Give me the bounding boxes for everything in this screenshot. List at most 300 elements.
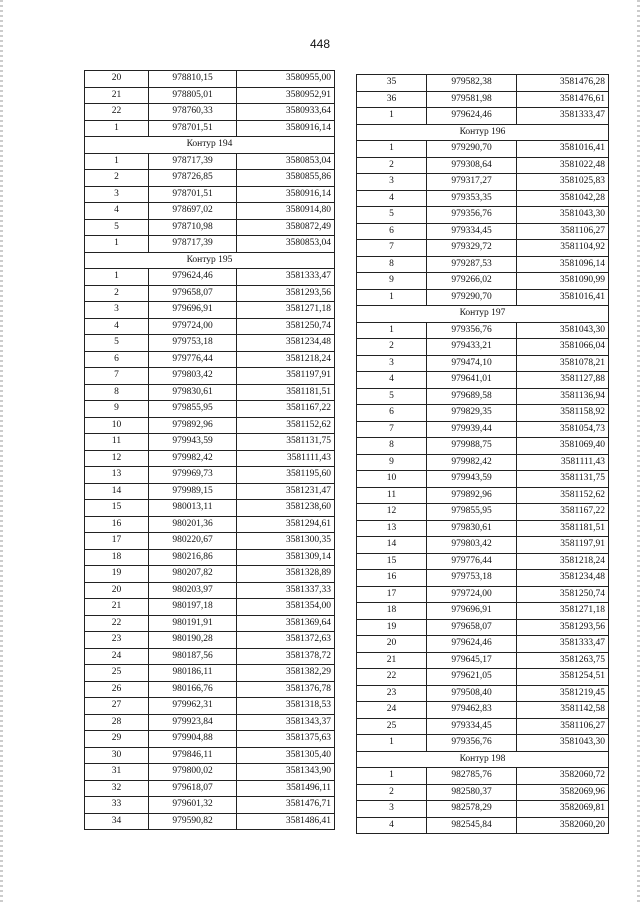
x-coordinate: 979846,11 (149, 747, 237, 764)
point-number: 36 (357, 91, 427, 108)
point-number: 25 (357, 718, 427, 735)
y-coordinate: 3581333,47 (517, 636, 609, 653)
table-row (85, 599, 335, 616)
y-coordinate: 3580933,64 (237, 104, 335, 121)
point-number: 30 (85, 747, 149, 764)
x-coordinate: 980220,67 (149, 533, 237, 550)
coordinates-table-right (356, 74, 609, 834)
x-coordinate: 979803,42 (427, 537, 517, 554)
x-coordinate: 979904,88 (149, 731, 237, 748)
table-row (357, 520, 609, 537)
point-number: 28 (85, 714, 149, 731)
point-number: 21 (357, 652, 427, 669)
table-row (357, 388, 609, 405)
x-coordinate: 979618,07 (149, 780, 237, 797)
table-row (85, 71, 335, 88)
y-coordinate: 3581111,43 (237, 450, 335, 467)
x-coordinate: 979969,73 (149, 467, 237, 484)
contour-header-row (85, 137, 335, 154)
table-row (85, 467, 335, 484)
x-coordinate: 979624,46 (427, 636, 517, 653)
table-row (85, 335, 335, 352)
x-coordinate: 979356,76 (427, 735, 517, 752)
table-row (357, 322, 609, 339)
x-coordinate: 979943,59 (149, 434, 237, 451)
x-coordinate: 979943,59 (427, 471, 517, 488)
y-coordinate: 3581219,45 (517, 685, 609, 702)
y-coordinate: 3580952,91 (237, 87, 335, 104)
x-coordinate: 979290,70 (427, 141, 517, 158)
x-coordinate: 978710,98 (149, 219, 237, 236)
x-coordinate: 980190,28 (149, 632, 237, 649)
y-coordinate: 3581238,60 (237, 500, 335, 517)
table-row (85, 714, 335, 731)
x-coordinate: 978701,51 (149, 120, 237, 137)
table-row (357, 586, 609, 603)
table-row (357, 91, 609, 108)
y-coordinate: 3581066,04 (517, 339, 609, 356)
table-row (85, 434, 335, 451)
y-coordinate: 3581294,61 (237, 516, 335, 533)
y-coordinate: 3581043,30 (517, 322, 609, 339)
point-number: 34 (85, 813, 149, 830)
x-coordinate: 982580,37 (427, 784, 517, 801)
table-row (357, 685, 609, 702)
point-number: 29 (85, 731, 149, 748)
y-coordinate: 3581343,90 (237, 764, 335, 781)
point-number: 3 (357, 174, 427, 191)
table-row (85, 219, 335, 236)
x-coordinate: 979581,98 (427, 91, 517, 108)
table-row (357, 108, 609, 125)
table-row (85, 120, 335, 137)
point-number: 4 (85, 318, 149, 335)
contour-header-row (357, 751, 609, 768)
y-coordinate: 3581496,11 (237, 780, 335, 797)
table-row (85, 87, 335, 104)
contour-header-row (357, 124, 609, 141)
point-number: 1 (357, 289, 427, 306)
y-coordinate: 3581078,21 (517, 355, 609, 372)
point-number: 13 (357, 520, 427, 537)
y-coordinate: 3581328,89 (237, 566, 335, 583)
y-coordinate: 3581131,75 (237, 434, 335, 451)
y-coordinate: 3581309,14 (237, 549, 335, 566)
table-row (357, 669, 609, 686)
y-coordinate: 3581486,41 (237, 813, 335, 830)
table-row (357, 75, 609, 92)
table-row (85, 170, 335, 187)
y-coordinate: 3581127,88 (517, 372, 609, 389)
x-coordinate: 978701,51 (149, 186, 237, 203)
point-number: 9 (85, 401, 149, 418)
x-coordinate: 980187,56 (149, 648, 237, 665)
coordinates-table-left (84, 70, 335, 830)
table-row (357, 372, 609, 389)
y-coordinate: 3581195,60 (237, 467, 335, 484)
x-coordinate: 979829,35 (427, 405, 517, 422)
point-number: 6 (357, 223, 427, 240)
table-row (85, 797, 335, 814)
y-coordinate: 3581271,18 (517, 603, 609, 620)
y-coordinate: 3580914,80 (237, 203, 335, 220)
x-coordinate: 979753,18 (427, 570, 517, 587)
x-coordinate: 979334,45 (427, 718, 517, 735)
x-coordinate: 979356,76 (427, 322, 517, 339)
x-coordinate: 979892,96 (149, 417, 237, 434)
point-number: 3 (357, 801, 427, 818)
point-number: 1 (357, 768, 427, 785)
y-coordinate: 3581025,83 (517, 174, 609, 191)
point-number: 11 (357, 487, 427, 504)
point-number: 1 (357, 108, 427, 125)
y-coordinate: 3581096,14 (517, 256, 609, 273)
y-coordinate: 3581263,75 (517, 652, 609, 669)
point-number: 8 (357, 438, 427, 455)
x-coordinate: 979988,75 (427, 438, 517, 455)
point-number: 22 (357, 669, 427, 686)
table-row (85, 566, 335, 583)
x-coordinate: 978810,15 (149, 71, 237, 88)
x-coordinate: 979753,18 (149, 335, 237, 352)
y-coordinate: 3581293,56 (517, 619, 609, 636)
x-coordinate: 979724,00 (149, 318, 237, 335)
x-coordinate: 979803,42 (149, 368, 237, 385)
point-number: 2 (357, 339, 427, 356)
point-number: 15 (85, 500, 149, 517)
x-coordinate: 979830,61 (149, 384, 237, 401)
table-row (85, 648, 335, 665)
x-coordinate: 979982,42 (427, 454, 517, 471)
table-row (357, 223, 609, 240)
y-coordinate: 3581106,27 (517, 223, 609, 240)
point-number: 1 (85, 120, 149, 137)
point-number: 3 (85, 186, 149, 203)
contour-header-row (357, 306, 609, 323)
x-coordinate: 979317,27 (427, 174, 517, 191)
point-number: 13 (85, 467, 149, 484)
point-number: 9 (357, 454, 427, 471)
x-coordinate: 978726,85 (149, 170, 237, 187)
y-coordinate: 3581300,35 (237, 533, 335, 550)
x-coordinate: 980013,11 (149, 500, 237, 517)
point-number: 21 (85, 87, 149, 104)
point-number: 7 (85, 368, 149, 385)
point-number: 19 (357, 619, 427, 636)
x-coordinate: 979892,96 (427, 487, 517, 504)
x-coordinate: 979474,10 (427, 355, 517, 372)
x-coordinate: 979582,38 (427, 75, 517, 92)
point-number: 4 (357, 817, 427, 834)
table-row (357, 454, 609, 471)
point-number: 32 (85, 780, 149, 797)
x-coordinate: 982545,84 (427, 817, 517, 834)
point-number: 14 (357, 537, 427, 554)
table-row (85, 285, 335, 302)
y-coordinate: 3581104,92 (517, 240, 609, 257)
x-coordinate: 979855,95 (149, 401, 237, 418)
contour-title: Контур 198 (357, 751, 609, 768)
table-row (357, 273, 609, 290)
table-row (357, 289, 609, 306)
point-number: 12 (357, 504, 427, 521)
y-coordinate: 3581131,75 (517, 471, 609, 488)
point-number: 22 (85, 104, 149, 121)
point-number: 20 (85, 582, 149, 599)
point-number: 1 (85, 153, 149, 170)
y-coordinate: 3581043,30 (517, 207, 609, 224)
y-coordinate: 3581016,41 (517, 141, 609, 158)
x-coordinate: 979641,01 (427, 372, 517, 389)
contour-header-row (85, 252, 335, 269)
table-row (357, 817, 609, 834)
x-coordinate: 979982,42 (149, 450, 237, 467)
x-coordinate: 979658,07 (149, 285, 237, 302)
y-coordinate: 3581369,64 (237, 615, 335, 632)
point-number: 8 (85, 384, 149, 401)
point-number: 10 (85, 417, 149, 434)
y-coordinate: 3581181,51 (517, 520, 609, 537)
y-coordinate: 3581152,62 (237, 417, 335, 434)
x-coordinate: 978697,02 (149, 203, 237, 220)
y-coordinate: 3581250,74 (517, 586, 609, 603)
point-number: 5 (85, 219, 149, 236)
y-coordinate: 3582069,81 (517, 801, 609, 818)
x-coordinate: 979989,15 (149, 483, 237, 500)
y-coordinate: 3580853,04 (237, 236, 335, 253)
point-number: 25 (85, 665, 149, 682)
x-coordinate: 979508,40 (427, 685, 517, 702)
x-coordinate: 979962,31 (149, 698, 237, 715)
point-number: 16 (85, 516, 149, 533)
x-coordinate: 978805,01 (149, 87, 237, 104)
x-coordinate: 979645,17 (427, 652, 517, 669)
x-coordinate: 979855,95 (427, 504, 517, 521)
table-row (357, 141, 609, 158)
table-row (357, 801, 609, 818)
table-row (357, 355, 609, 372)
x-coordinate: 979329,72 (427, 240, 517, 257)
point-number: 12 (85, 450, 149, 467)
table-row (357, 603, 609, 620)
y-coordinate: 3581142,58 (517, 702, 609, 719)
y-coordinate: 3581476,28 (517, 75, 609, 92)
table-row (85, 516, 335, 533)
y-coordinate: 3581181,51 (237, 384, 335, 401)
x-coordinate: 980201,36 (149, 516, 237, 533)
y-coordinate: 3581167,22 (517, 504, 609, 521)
table-row (85, 764, 335, 781)
y-coordinate: 3580872,49 (237, 219, 335, 236)
table-row (85, 698, 335, 715)
x-coordinate: 979776,44 (149, 351, 237, 368)
table-row (85, 813, 335, 830)
point-number: 15 (357, 553, 427, 570)
point-number: 1 (357, 735, 427, 752)
y-coordinate: 3581043,30 (517, 735, 609, 752)
table-row (357, 636, 609, 653)
x-coordinate: 978760,33 (149, 104, 237, 121)
x-coordinate: 979621,05 (427, 669, 517, 686)
y-coordinate: 3581382,29 (237, 665, 335, 682)
table-row (85, 582, 335, 599)
x-coordinate: 979590,82 (149, 813, 237, 830)
table-row (85, 384, 335, 401)
table-row (85, 401, 335, 418)
x-coordinate: 979830,61 (427, 520, 517, 537)
y-coordinate: 3581250,74 (237, 318, 335, 335)
table-row (85, 450, 335, 467)
y-coordinate: 3581234,48 (237, 335, 335, 352)
table-row (85, 351, 335, 368)
y-coordinate: 3582060,72 (517, 768, 609, 785)
contour-title: Контур 195 (85, 252, 335, 269)
x-coordinate: 980186,11 (149, 665, 237, 682)
y-coordinate: 3581042,28 (517, 190, 609, 207)
table-row (85, 318, 335, 335)
y-coordinate: 3581305,40 (237, 747, 335, 764)
y-coordinate: 3581111,43 (517, 454, 609, 471)
y-coordinate: 3581354,00 (237, 599, 335, 616)
x-coordinate: 979266,02 (427, 273, 517, 290)
table-row (85, 186, 335, 203)
point-number: 5 (85, 335, 149, 352)
y-coordinate: 3581375,63 (237, 731, 335, 748)
table-row (357, 190, 609, 207)
point-number: 3 (85, 302, 149, 319)
contour-title: Контур 197 (357, 306, 609, 323)
y-coordinate: 3581022,48 (517, 157, 609, 174)
table-row (85, 417, 335, 434)
x-coordinate: 979939,44 (427, 421, 517, 438)
table-row (357, 570, 609, 587)
point-number: 4 (85, 203, 149, 220)
x-coordinate: 980166,76 (149, 681, 237, 698)
y-coordinate: 3581197,91 (237, 368, 335, 385)
x-coordinate: 980216,86 (149, 549, 237, 566)
table-row (357, 256, 609, 273)
table-row (357, 652, 609, 669)
table-row (357, 768, 609, 785)
y-coordinate: 3581318,53 (237, 698, 335, 715)
point-number: 6 (357, 405, 427, 422)
page-number: 448 (309, 37, 331, 51)
point-number: 23 (357, 685, 427, 702)
x-coordinate: 980203,97 (149, 582, 237, 599)
point-number: 7 (357, 421, 427, 438)
y-coordinate: 3580855,86 (237, 170, 335, 187)
x-coordinate: 979776,44 (427, 553, 517, 570)
point-number: 2 (357, 784, 427, 801)
point-number: 17 (357, 586, 427, 603)
point-number: 19 (85, 566, 149, 583)
point-number: 1 (85, 236, 149, 253)
point-number: 14 (85, 483, 149, 500)
contour-title: Контур 196 (357, 124, 609, 141)
y-coordinate: 3582060,20 (517, 817, 609, 834)
y-coordinate: 3581152,62 (517, 487, 609, 504)
point-number: 3 (357, 355, 427, 372)
point-number: 26 (85, 681, 149, 698)
point-number: 5 (357, 207, 427, 224)
table-row (357, 471, 609, 488)
point-number: 2 (85, 170, 149, 187)
contour-title: Контур 194 (85, 137, 335, 154)
table-row (85, 269, 335, 286)
x-coordinate: 979353,35 (427, 190, 517, 207)
table-row (357, 438, 609, 455)
point-number: 33 (85, 797, 149, 814)
y-coordinate: 3581372,63 (237, 632, 335, 649)
y-coordinate: 3581106,27 (517, 718, 609, 735)
point-number: 7 (357, 240, 427, 257)
y-coordinate: 3581158,92 (517, 405, 609, 422)
y-coordinate: 3581376,78 (237, 681, 335, 698)
point-number: 23 (85, 632, 149, 649)
point-number: 8 (357, 256, 427, 273)
table-row (357, 157, 609, 174)
table-row (85, 632, 335, 649)
y-coordinate: 3582069,96 (517, 784, 609, 801)
point-number: 18 (357, 603, 427, 620)
y-coordinate: 3581343,37 (237, 714, 335, 731)
table-row (357, 619, 609, 636)
y-coordinate: 3580853,04 (237, 153, 335, 170)
point-number: 21 (85, 599, 149, 616)
scan-edge-left (0, 0, 3, 905)
table-row (85, 203, 335, 220)
x-coordinate: 979689,58 (427, 388, 517, 405)
table-row (357, 405, 609, 422)
x-coordinate: 979658,07 (427, 619, 517, 636)
x-coordinate: 979696,91 (427, 603, 517, 620)
point-number: 27 (85, 698, 149, 715)
x-coordinate: 979923,84 (149, 714, 237, 731)
x-coordinate: 979433,21 (427, 339, 517, 356)
table-row (85, 615, 335, 632)
table-row (357, 174, 609, 191)
y-coordinate: 3581016,41 (517, 289, 609, 306)
table-row (85, 533, 335, 550)
table-row (85, 747, 335, 764)
point-number: 2 (357, 157, 427, 174)
point-number: 24 (357, 702, 427, 719)
table-row (85, 368, 335, 385)
table-row (357, 421, 609, 438)
table-row (357, 487, 609, 504)
table-row (357, 735, 609, 752)
y-coordinate: 3580916,14 (237, 120, 335, 137)
point-number: 9 (357, 273, 427, 290)
x-coordinate: 979624,46 (149, 269, 237, 286)
point-number: 35 (357, 75, 427, 92)
point-number: 6 (85, 351, 149, 368)
y-coordinate: 3581054,73 (517, 421, 609, 438)
table-row (85, 780, 335, 797)
x-coordinate: 979290,70 (427, 289, 517, 306)
y-coordinate: 3581254,51 (517, 669, 609, 686)
point-number: 1 (85, 269, 149, 286)
point-number: 5 (357, 388, 427, 405)
table-row (357, 504, 609, 521)
y-coordinate: 3581337,33 (237, 582, 335, 599)
table-row (357, 553, 609, 570)
table-row (85, 681, 335, 698)
x-coordinate: 979624,46 (427, 108, 517, 125)
point-number: 20 (85, 71, 149, 88)
table-row (357, 784, 609, 801)
table-row (85, 236, 335, 253)
